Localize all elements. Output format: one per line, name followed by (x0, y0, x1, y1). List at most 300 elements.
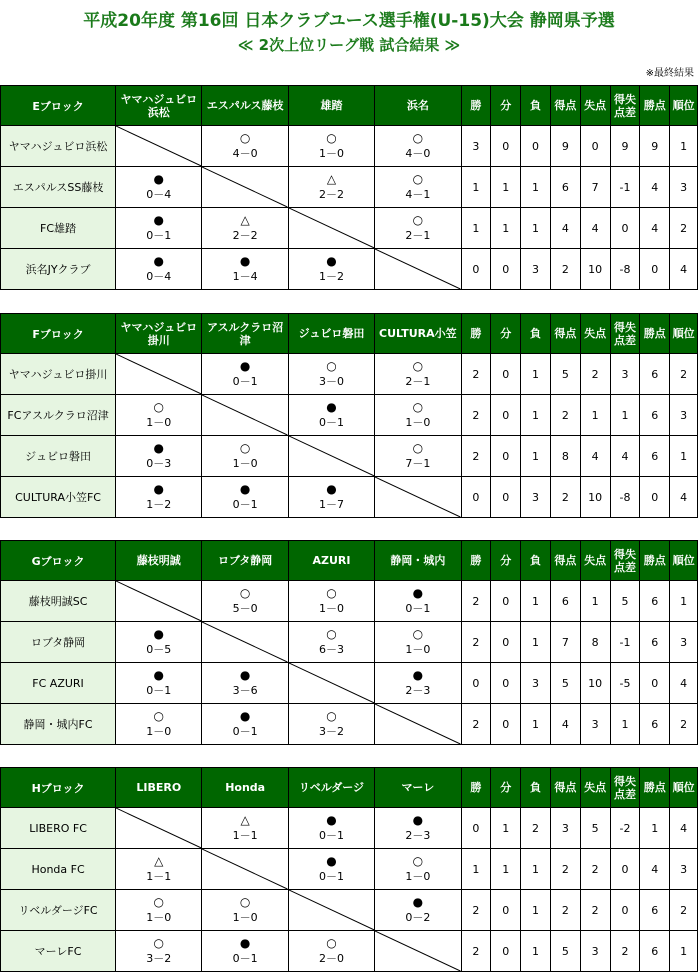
result-mark: △ (240, 213, 250, 227)
match-result (202, 581, 288, 622)
stat-value: 0 (491, 581, 521, 622)
result-score: 1－0 (232, 457, 258, 470)
match-result (116, 477, 202, 518)
stat-value: 2 (670, 354, 698, 395)
block-header-row (1, 86, 698, 126)
result-mark: ○ (153, 936, 165, 950)
stat-value: 2 (461, 890, 491, 931)
match-result (375, 126, 461, 167)
page-subtitle: ≪ 2次上位リーグ戦 試合結果 ≫ (237, 36, 461, 54)
result-score: 2－3 (405, 829, 431, 842)
stat-value: 4 (670, 249, 698, 290)
team-name: エスパルスSS藤枝 (1, 167, 116, 208)
stat-value: 0 (640, 477, 670, 518)
result-score: 0－1 (146, 229, 172, 242)
stat-value: 2 (580, 849, 610, 890)
stat-value: 2 (580, 890, 610, 931)
stat-value: 1 (491, 808, 521, 849)
stat-header: 得失点差 (610, 768, 640, 808)
result-mark: △ (326, 172, 337, 186)
stat-header: 負 (521, 86, 551, 126)
stat-value: 2 (521, 808, 551, 849)
match-result (288, 249, 374, 290)
result-mark: ● (239, 709, 251, 723)
self-match-cell (375, 477, 461, 518)
result-mark: ● (239, 668, 251, 682)
self-match-cell (116, 808, 202, 849)
diagonal-line (289, 208, 374, 248)
result-score: 1－0 (232, 911, 258, 924)
stat-value: 10 (580, 249, 610, 290)
stat-header: 順位 (670, 314, 698, 354)
result-mark: ● (153, 172, 165, 186)
result-score: 2－1 (405, 229, 431, 242)
result-mark: ○ (326, 709, 337, 723)
stat-header: 分 (491, 541, 521, 581)
stat-value: 2 (461, 931, 491, 972)
result-mark: ○ (326, 627, 337, 641)
match-result (202, 663, 288, 704)
result-mark: ● (239, 254, 251, 268)
result-score: 2－1 (405, 375, 431, 388)
self-match-cell (202, 849, 288, 890)
result-score: 4－0 (232, 147, 258, 160)
stat-value: 0 (461, 663, 491, 704)
stat-header: 勝点 (640, 541, 670, 581)
stat-value: -1 (610, 622, 640, 663)
result-score: 1－2 (146, 498, 172, 511)
result-mark: ● (326, 813, 337, 827)
stat-value: 2 (610, 931, 640, 972)
stat-value: 1 (610, 395, 640, 436)
result-score: 6－3 (318, 643, 344, 656)
result-score: 0－1 (318, 416, 344, 429)
stat-value: 0 (491, 126, 521, 167)
stat-header: 分 (491, 314, 521, 354)
stat-value: 7 (550, 622, 580, 663)
opponent-header: エスパルス藤枝 (202, 86, 288, 126)
result-score: 0－1 (318, 870, 344, 883)
stat-value: 3 (670, 167, 698, 208)
result-score: 1－2 (318, 270, 344, 283)
table-row (1, 126, 698, 167)
result-score: 0－4 (146, 188, 172, 201)
result-score: 0－3 (146, 457, 172, 470)
opponent-header: 静岡・城内 (375, 541, 461, 581)
stat-header: 順位 (670, 768, 698, 808)
stat-value: 0 (491, 622, 521, 663)
stat-header: 負 (521, 768, 551, 808)
result-score: 2－2 (318, 188, 344, 201)
self-match-cell (375, 704, 461, 745)
match-result (288, 126, 374, 167)
result-mark: ● (412, 895, 424, 909)
stat-value: 9 (610, 126, 640, 167)
match-result (288, 808, 374, 849)
diagonal-line (375, 704, 460, 744)
match-result (116, 663, 202, 704)
opponent-header: 藤枝明誠 (116, 541, 202, 581)
match-result (116, 890, 202, 931)
stat-header: 得点 (550, 86, 580, 126)
result-score: 0－1 (232, 725, 258, 738)
result-mark: ○ (153, 400, 165, 414)
result-score: 1－0 (146, 725, 172, 738)
result-score: 0－1 (232, 375, 258, 388)
result-mark: ○ (239, 895, 251, 909)
diagonal-line (202, 167, 287, 207)
stat-value: 1 (610, 704, 640, 745)
block-header-row (1, 541, 698, 581)
stat-value: 2 (670, 208, 698, 249)
stat-value: 0 (640, 249, 670, 290)
stat-header: 負 (521, 314, 551, 354)
block-table (0, 540, 698, 745)
diagonal-line (116, 808, 201, 848)
stat-header: 分 (491, 768, 521, 808)
stat-value: 1 (521, 849, 551, 890)
match-result (202, 249, 288, 290)
match-result (375, 354, 461, 395)
match-result (202, 354, 288, 395)
stat-value: 2 (461, 395, 491, 436)
match-result (375, 395, 461, 436)
result-mark: ● (326, 400, 337, 414)
result-score: 1－0 (318, 147, 344, 160)
result-score: 4－1 (405, 188, 431, 201)
stat-value: 1 (521, 167, 551, 208)
stat-header: 失点 (580, 768, 610, 808)
match-result (288, 354, 374, 395)
stat-value: 3 (580, 704, 610, 745)
match-result (288, 931, 374, 972)
result-mark: ○ (412, 213, 424, 227)
stat-value: 2 (670, 704, 698, 745)
stat-value: 6 (640, 395, 670, 436)
match-result (202, 931, 288, 972)
stat-value: -8 (610, 249, 640, 290)
stat-value: 5 (580, 808, 610, 849)
table-row (1, 849, 698, 890)
stat-value: 1 (521, 208, 551, 249)
result-mark: ○ (412, 131, 424, 145)
opponent-header: 浜名 (375, 86, 461, 126)
result-score: 0－1 (232, 498, 258, 511)
result-score: 0－1 (318, 829, 344, 842)
match-result (375, 167, 461, 208)
result-mark: ○ (412, 441, 424, 455)
stat-value: 0 (491, 663, 521, 704)
stat-header: 分 (491, 86, 521, 126)
stat-value: 1 (521, 931, 551, 972)
stat-value: 1 (521, 436, 551, 477)
stat-value: 3 (670, 395, 698, 436)
stat-header: 勝点 (640, 86, 670, 126)
stat-value: 4 (550, 208, 580, 249)
stat-value: 6 (640, 354, 670, 395)
result-mark: ○ (239, 586, 251, 600)
result-mark: ○ (153, 709, 165, 723)
block-name: Eブロック (1, 86, 116, 126)
stat-value: 0 (491, 436, 521, 477)
stat-value: 2 (550, 477, 580, 518)
result-score: 3－6 (232, 684, 258, 697)
match-result (375, 663, 461, 704)
stat-value: 8 (580, 622, 610, 663)
result-score: 1－1 (146, 870, 172, 883)
block-table (0, 767, 698, 972)
match-result (202, 126, 288, 167)
block-name: Gブロック (1, 541, 116, 581)
self-match-cell (288, 436, 374, 477)
result-score: 1－0 (146, 911, 172, 924)
stat-value: 6 (640, 931, 670, 972)
match-result (116, 931, 202, 972)
stat-value: 1 (670, 126, 698, 167)
opponent-header: AZURI (288, 541, 374, 581)
stat-header: 順位 (670, 541, 698, 581)
team-name: ロブタ静岡 (1, 622, 116, 663)
stat-value: 1 (580, 581, 610, 622)
diagonal-line (289, 890, 374, 930)
stat-value: -8 (610, 477, 640, 518)
result-score: 2－2 (232, 229, 258, 242)
table-row (1, 581, 698, 622)
block-header-row (1, 768, 698, 808)
team-name: リベルダージFC (1, 890, 116, 931)
match-result (116, 395, 202, 436)
match-result (288, 167, 374, 208)
stat-value: 4 (640, 167, 670, 208)
stat-value: 6 (550, 167, 580, 208)
stat-value: 0 (491, 249, 521, 290)
diagonal-line (202, 849, 287, 889)
stat-value: 1 (640, 808, 670, 849)
self-match-cell (375, 931, 461, 972)
stat-value: 1 (521, 704, 551, 745)
stat-value: 0 (610, 849, 640, 890)
self-match-cell (375, 249, 461, 290)
diagonal-line (116, 126, 201, 166)
result-score: 1－0 (405, 870, 431, 883)
stat-value: 4 (640, 849, 670, 890)
match-result (202, 808, 288, 849)
self-match-cell (116, 354, 202, 395)
result-score: 1－0 (405, 643, 431, 656)
result-score: 1－0 (405, 416, 431, 429)
stat-header: 順位 (670, 86, 698, 126)
result-mark: ○ (412, 627, 424, 641)
result-score: 0－5 (146, 643, 172, 656)
stat-header: 得失点差 (610, 541, 640, 581)
stat-header: 得失点差 (610, 86, 640, 126)
stat-value: 0 (491, 395, 521, 436)
stat-header: 勝点 (640, 768, 670, 808)
table-row (1, 208, 698, 249)
self-match-cell (288, 663, 374, 704)
diagonal-line (116, 581, 201, 621)
stat-value: 0 (610, 890, 640, 931)
stat-value: 2 (580, 354, 610, 395)
result-score: 0－1 (405, 602, 431, 615)
stat-value: 3 (550, 808, 580, 849)
team-name: 藤枝明誠SC (1, 581, 116, 622)
opponent-header: ヤマハジュビロ浜松 (116, 86, 202, 126)
opponent-header: ヤマハジュビロ掛川 (116, 314, 202, 354)
stat-value: 0 (461, 477, 491, 518)
stat-header: 得点 (550, 768, 580, 808)
result-mark: ○ (326, 586, 337, 600)
result-score: 2－3 (405, 684, 431, 697)
block-table (0, 85, 698, 290)
result-score: 1－1 (232, 829, 258, 842)
stat-value: 3 (580, 931, 610, 972)
result-score: 1－7 (318, 498, 344, 511)
match-result (375, 849, 461, 890)
opponent-header: Honda (202, 768, 288, 808)
stat-value: 4 (670, 808, 698, 849)
stat-value: 1 (521, 354, 551, 395)
match-result (202, 704, 288, 745)
stat-value: -5 (610, 663, 640, 704)
stat-value: 3 (461, 126, 491, 167)
stat-value: 6 (640, 890, 670, 931)
stat-value: 2 (550, 890, 580, 931)
result-mark: ● (153, 441, 165, 455)
result-mark: ● (326, 482, 337, 496)
stat-value: -2 (610, 808, 640, 849)
stat-value: 1 (491, 208, 521, 249)
stat-value: 1 (521, 622, 551, 663)
match-result (375, 436, 461, 477)
stat-value: 10 (580, 477, 610, 518)
result-mark: ○ (326, 359, 337, 373)
result-mark: ○ (239, 441, 251, 455)
stat-value: 0 (491, 890, 521, 931)
stat-value: 10 (580, 663, 610, 704)
table-row (1, 622, 698, 663)
stat-header: 勝 (461, 768, 491, 808)
result-score: 1－4 (232, 270, 258, 283)
final-result-note: ※最終結果 (645, 68, 694, 79)
opponent-header: ジュビロ磐田 (288, 314, 374, 354)
result-mark: ● (153, 482, 165, 496)
stat-value: 1 (521, 395, 551, 436)
stat-header: 勝 (461, 541, 491, 581)
stat-value: 1 (461, 208, 491, 249)
stat-header: 失点 (580, 86, 610, 126)
result-score: 3－2 (146, 952, 172, 965)
stat-header: 勝点 (640, 314, 670, 354)
stat-value: 2 (461, 581, 491, 622)
opponent-header: ロブタ静岡 (202, 541, 288, 581)
result-mark: ● (239, 936, 251, 950)
stat-value: 6 (640, 436, 670, 477)
result-mark: ○ (326, 936, 337, 950)
result-mark: ○ (239, 131, 251, 145)
stat-value: 3 (670, 622, 698, 663)
table-row (1, 890, 698, 931)
opponent-header: アスルクラロ沼津 (202, 314, 288, 354)
stat-value: 1 (491, 849, 521, 890)
stat-value: 4 (550, 704, 580, 745)
block-table (0, 313, 698, 518)
match-result (116, 849, 202, 890)
result-mark: ● (412, 586, 424, 600)
result-mark: ○ (412, 400, 424, 414)
stat-value: 4 (580, 436, 610, 477)
match-result (288, 704, 374, 745)
match-result (375, 208, 461, 249)
team-name: ヤマハジュビロ浜松 (1, 126, 116, 167)
stat-value: 7 (580, 167, 610, 208)
team-name: FC雄踏 (1, 208, 116, 249)
stat-value: 0 (640, 663, 670, 704)
stat-value: 1 (580, 395, 610, 436)
self-match-cell (116, 126, 202, 167)
stat-value: 3 (521, 477, 551, 518)
team-name: 静岡・城内FC (1, 704, 116, 745)
stat-value: 4 (670, 477, 698, 518)
result-score: 5－0 (232, 602, 258, 615)
stat-header: 負 (521, 541, 551, 581)
stat-value: 3 (670, 849, 698, 890)
stat-value: 0 (461, 249, 491, 290)
team-name: CULTURA小笠FC (1, 477, 116, 518)
match-result (375, 581, 461, 622)
result-mark: ● (153, 668, 165, 682)
team-name: FCアスルクラロ沼津 (1, 395, 116, 436)
result-mark: △ (154, 854, 164, 868)
result-mark: △ (240, 813, 250, 827)
match-result (116, 704, 202, 745)
stat-value: 1 (670, 436, 698, 477)
stat-value: 2 (670, 890, 698, 931)
result-score: 3－2 (318, 725, 344, 738)
match-result (116, 208, 202, 249)
match-result (288, 849, 374, 890)
result-score: 1－0 (146, 416, 172, 429)
stat-value: 1 (670, 581, 698, 622)
match-result (288, 395, 374, 436)
result-mark: ○ (153, 895, 165, 909)
diagonal-line (202, 395, 287, 435)
stat-header: 勝 (461, 314, 491, 354)
team-name: FC AZURI (1, 663, 116, 704)
self-match-cell (116, 581, 202, 622)
opponent-header: CULTURA小笠 (375, 314, 461, 354)
stat-value: 0 (491, 477, 521, 518)
stat-header: 得失点差 (610, 314, 640, 354)
match-result (202, 436, 288, 477)
result-score: 0－2 (405, 911, 431, 924)
result-mark: ○ (412, 359, 424, 373)
match-result (116, 622, 202, 663)
block-name: Hブロック (1, 768, 116, 808)
table-row (1, 167, 698, 208)
stat-value: -1 (610, 167, 640, 208)
stat-value: 9 (640, 126, 670, 167)
opponent-header: LIBERO (116, 768, 202, 808)
page-title: 平成20年度 第16回 日本クラブユース選手権(U-15)大会 静岡県予選 (83, 11, 615, 31)
diagonal-line (375, 931, 460, 971)
self-match-cell (202, 622, 288, 663)
result-score: 0－1 (146, 684, 172, 697)
result-mark: ● (153, 627, 165, 641)
stat-value: 6 (640, 581, 670, 622)
result-mark: ● (412, 668, 424, 682)
stat-value: 0 (610, 208, 640, 249)
